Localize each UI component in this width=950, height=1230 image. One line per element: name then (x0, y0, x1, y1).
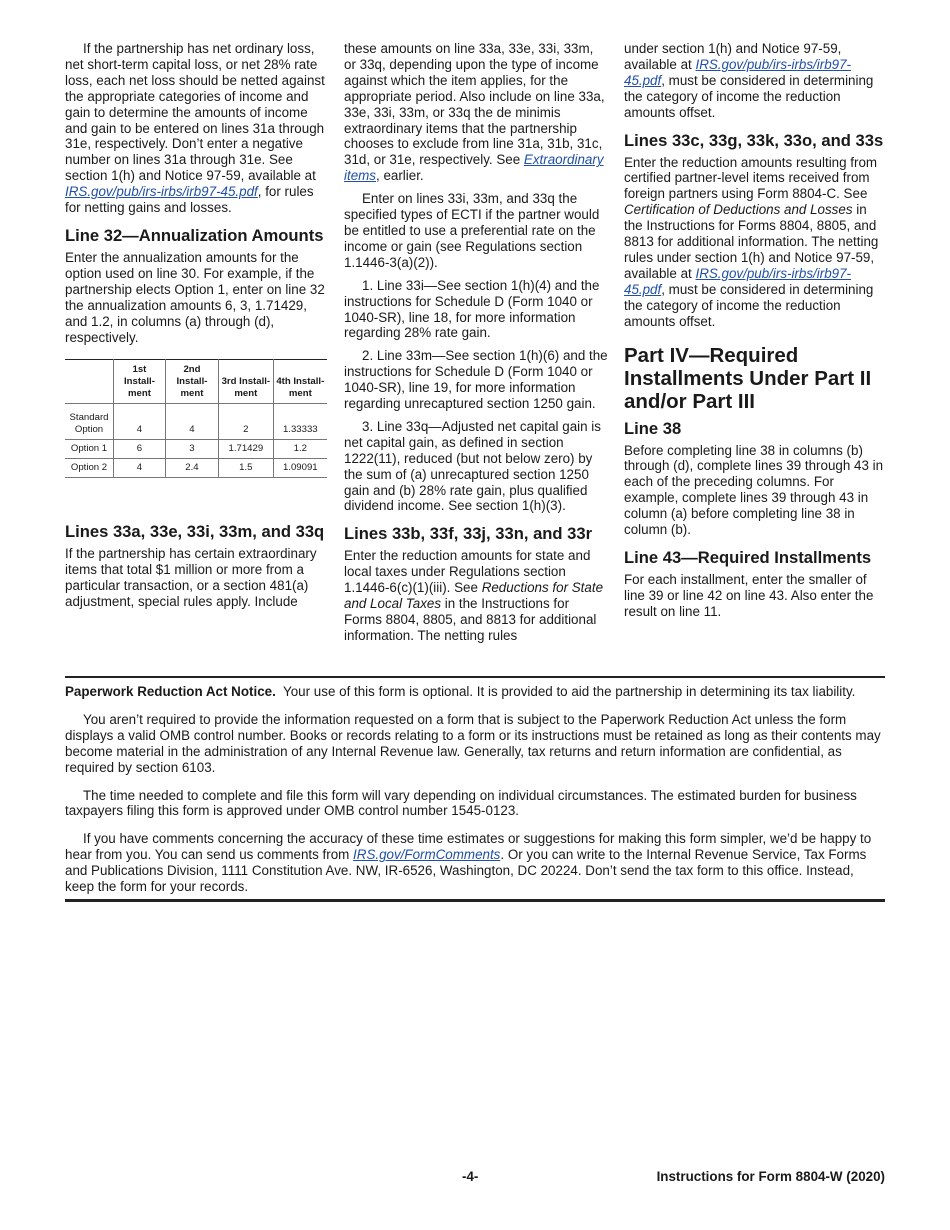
page-number: -4- (462, 1169, 479, 1184)
notice-intro: Paperwork Reduction Act Notice. Your use of this form is optional. It is provided to aid the partnership in determining its tax liability. (65, 684, 856, 699)
table-cell: 2 (219, 404, 274, 440)
table-header-cell: 4th Install-ment (276, 376, 325, 400)
notice-paragraph: You aren’t required to provide the information requested on a form that is subject to the Paperwork Reduction Act unless the form displays a valid OMB control number. Books or records relating to a form or its instructions must be retained as long as their contents may become material in the administration of any Internal Revenue law. Generally, tax returns and return information are confidential, as required by section 6103. (65, 711, 881, 775)
table-header-cell (65, 360, 114, 404)
form-comments-link[interactable]: IRS.gov/FormComments (353, 847, 501, 863)
notice-paragraph: If you have comments concerning the accuracy of these time estimates or suggestions for making this form simpler, we’d be happy to hear from you. You can send us comments from IRS.gov/FormComments. Or you can write to the Internal Revenue Service, Tax Forms and Publications Division, 1111 Constitution Ave. NW, IR-6526, Washington, DC 20224. Don’t send the tax form to this office. Instead, keep the form for your records. (65, 831, 872, 895)
list-item: 2. Line 33m—See section 1(h)(6) and the instructions for Schedule D (Form 1040 or 1040-SR), line 19, for more information regarding unrecaptured section 1250 gain. (344, 348, 608, 412)
paragraph-netting-losses: If the partnership has net ordinary loss, net short-term capital loss, or net 28% rate loss, each net loss should be netted against the appropriate categories of income and gain to determine the amounts of income and gain to be entered on lines 31a through 31e, respectively. Don’t enter a negative number on lines 31a through 31e. See section 1(h) and Notice 97-59, available at IRS.gov/pub/irs-irbs/irb97-45.pdf, for rules for netting gains and losses. (65, 41, 325, 216)
divider (65, 899, 885, 902)
column-1 (65, 41, 327, 617)
paragraph-state-local-taxes: Enter the reduction amounts for state and local taxes under Regulations section 1.1446-6(c)(1)(iii). See Reductions for State and Local Taxes in the Instructions for Forms 8804, 8805, and 8813 for additional information. The netting rules (344, 548, 604, 643)
annualization-table (65, 359, 327, 478)
heading-lines-33a: Lines 33a, 33e, 33i, 33m, and 33q (65, 522, 325, 542)
paragraph-include-amounts: these amounts on line 33a, 33e, 33i, 33m, or 33q, depending upon the type of income against which the item applies, for the appropriate period. Also include on line 33a, 33e, 33i, 33m, or 33q the de minimis extraordinary items that the partnership chooses to exclude from line 31a, 31b, 31c, 31d, or 31e, respectively. See Extraordinary items, earlier. (344, 41, 605, 184)
paragraph-line-43: For each installment, enter the smaller of line 39 or line 42 on line 43. Also enter the result on line 11. (624, 571, 874, 619)
table-cell: 2.4 (165, 459, 218, 478)
table-header-cell: 2nd Install-ment (165, 360, 218, 404)
paragraph-netting-rules: under section 1(h) and Notice 97-59, available at IRS.gov/pub/irs-irbs/irb97-45.pdf, must be considered in determining the category of income the reduction amounts offset. (624, 41, 874, 120)
paragraph-ecti: Enter on lines 33i, 33m, and 33q the specified types of ECTI if the partner would be entitled to use a preferential rate on the income or gain (see Regulations section 1.1446-3(a)(2)). (344, 191, 600, 270)
notice-paragraph: The time needed to complete and file this form will vary depending on individual circumstances. The estimated burden for business taxpayers filing this form is approved under OMB control number 1545-0123. (65, 787, 857, 819)
footer-title: Instructions for Form 8804-W (2020) (656, 1169, 885, 1184)
irs-notice-link[interactable]: IRS.gov/pub/irs-irbs/irb97-45.pdf (624, 265, 852, 297)
heading-part-iv: Part IV—Required Installments Under Part II and/or Part III (624, 343, 872, 413)
column-2 (344, 41, 608, 651)
notice-title: Paperwork Reduction Act Notice. (65, 684, 276, 699)
irs-notice-link[interactable]: IRS.gov/pub/irs-irbs/irb97-45.pdf (65, 184, 258, 200)
heading-line-32: Line 32—Annualization Amounts (65, 225, 324, 245)
table-header-cell: 3rd Install-ment (219, 360, 274, 404)
table-cell: 1.71429 (219, 440, 274, 459)
table-cell: Standard Option (65, 404, 114, 440)
table-cell: 4 (165, 404, 218, 440)
paragraph-line-38: Before completing line 38 in columns (b) through (d), complete lines 39 through 43 in each of the preceding columns. For example, complete lines 39 through 43 in column (a) before completing line 38 in column (b). (624, 442, 884, 538)
paragraph-line-32: Enter the annualization amounts for the option used on line 30. For example, if the partnership elects Option 1, enter on line 32 the annualization amounts 6, 3, 1.71429, and 1.2, in columns (a) through (d), respectively. (65, 249, 325, 345)
paperwork-notice (65, 676, 885, 907)
list-item: 3. Line 33q—Adjusted net capital gain is net capital gain, as defined in section 1222(11), reduced (but not below zero) by the sum of (a) unrecaptured section 1250 gain and (b) 28% rate gain, plus qualified dividend income. See section 1(h)(3). (344, 418, 601, 514)
table-cell: 4 (114, 404, 166, 440)
table-cell: 1.33333 (282, 424, 318, 436)
list-item: 1. Line 33i—See section 1(h)(4) and the instructions for Schedule D (Form 1040 or 1040-SR), line 18, for more information regarding 28% rate gain. (344, 277, 600, 341)
irs-notice-link[interactable]: IRS.gov/pub/irs-irbs/irb97-45.pdf (624, 56, 852, 88)
table-row (65, 440, 327, 459)
table-cell: 1.5 (219, 459, 274, 478)
extraordinary-items-link[interactable]: Extraordinary items (344, 152, 604, 184)
table-cell: 1.09091 (282, 462, 318, 474)
table-row (65, 459, 327, 478)
heading-lines-33c: Lines 33c, 33g, 33k, 33o, and 33s (624, 130, 884, 150)
paragraph-certified-items: Enter the reduction amounts resulting from certified partner-level items received from foreign partners using Form 8804-C. See Certification of Deductions and Losses in the Instructions for Forms 8804, 8805, and 8813 for additional information. The netting rules under section 1(h) and Notice 97-59, available at IRS.gov/pub/irs-irbs/irb97-45.pdf, must be considered in determining the category of income the reduction amounts offset. (624, 154, 879, 329)
table-row (65, 404, 327, 440)
heading-line-43: Line 43—Required Installments (624, 547, 872, 567)
table-cell: 1.2 (293, 443, 307, 455)
table-header-cell: 1st Install-ment (114, 360, 166, 404)
table-cell: 6 (114, 440, 166, 459)
heading-line-38: Line 38 (624, 418, 682, 438)
paragraph-extraordinary-items: If the partnership has certain extraordinary items that total $1 million or more from a particular transaction, or a section 481(a) adjustment, special rules apply. Include (65, 546, 317, 610)
heading-lines-33b: Lines 33b, 33f, 33j, 33n, and 33r (344, 524, 593, 544)
table-cell: Option 2 (65, 459, 114, 478)
table-cell: Option 1 (65, 440, 114, 459)
table-header-row (65, 360, 327, 404)
table-cell: 4 (114, 459, 166, 478)
column-3 (624, 41, 888, 627)
table-cell: 3 (165, 440, 218, 459)
